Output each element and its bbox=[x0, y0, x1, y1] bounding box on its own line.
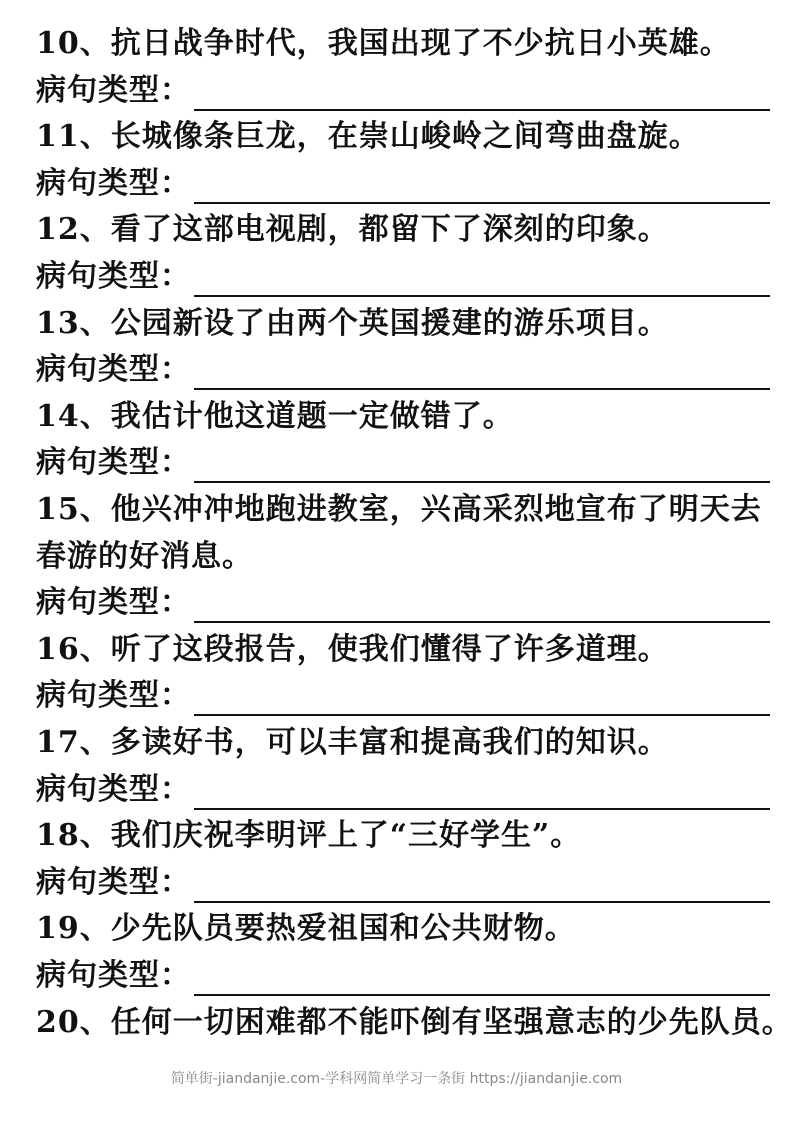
question-sentence: 18、我们庆祝李明评上了“三好学生”。 bbox=[36, 818, 582, 854]
answer-blank-line[interactable] bbox=[194, 481, 770, 483]
answer-label: 病句类型： bbox=[36, 585, 191, 621]
answer-blank-line[interactable] bbox=[194, 109, 770, 111]
question-sentence: 20、任何一切困难都不能吓倒有坚强意志的少先队员。 bbox=[36, 1004, 793, 1040]
question-sentence: 15、他兴冲冲地跑进教室，兴高采烈地宣布了明天去 bbox=[36, 492, 762, 527]
answer-row bbox=[36, 583, 776, 623]
answer-label: 病句类型： bbox=[36, 72, 191, 108]
answer-blank-line[interactable] bbox=[194, 202, 770, 204]
question-sentence: 14、我估计他这道题一定做错了。 bbox=[36, 398, 514, 434]
answer-blank-line[interactable] bbox=[194, 621, 770, 623]
answer-label: 病句类型： bbox=[36, 165, 191, 201]
answer-row bbox=[36, 956, 776, 996]
question-sentence: 17、多读好书，可以丰富和提高我们的知识。 bbox=[36, 725, 669, 760]
answer-label: 病句类型： bbox=[36, 771, 191, 807]
answer-row bbox=[36, 164, 776, 204]
answer-label: 病句类型： bbox=[36, 445, 191, 481]
question-sentence-continued: 春游的好消息。 bbox=[36, 538, 253, 574]
answer-blank-line[interactable] bbox=[194, 295, 770, 297]
answer-label: 病句类型： bbox=[36, 352, 191, 388]
footer-watermark: 简单街-jiandanjie.com-学科网简单学习一条街 https://jiandanjie.com bbox=[170, 1071, 623, 1087]
answer-label: 病句类型： bbox=[36, 958, 191, 993]
answer-row bbox=[36, 350, 776, 390]
answer-row bbox=[36, 257, 776, 297]
answer-label: 病句类型： bbox=[36, 259, 191, 294]
question-sentence: 16、听了这段报告，使我们懂得了许多道理。 bbox=[36, 631, 669, 667]
answer-label: 病句类型： bbox=[36, 864, 191, 900]
question-sentence: 11、长城像条巨龙，在崇山峻岭之间弯曲盘旋。 bbox=[36, 119, 700, 155]
answer-label: 病句类型： bbox=[36, 678, 191, 714]
answer-blank-line[interactable] bbox=[194, 994, 770, 996]
answer-blank-line[interactable] bbox=[194, 714, 770, 716]
answer-blank-line[interactable] bbox=[194, 808, 770, 810]
answer-row bbox=[36, 863, 776, 903]
answer-row bbox=[36, 770, 776, 810]
question-sentence: 13、公园新设了由两个英国援建的游乐项目。 bbox=[36, 305, 669, 341]
answer-blank-line[interactable] bbox=[194, 901, 770, 903]
question-sentence: 12、看了这部电视剧，都留下了深刻的印象。 bbox=[36, 212, 669, 248]
question-sentence: 19、少先队员要热爱祖国和公共财物。 bbox=[36, 911, 576, 947]
answer-row bbox=[36, 443, 776, 483]
question-sentence: 10、抗日战争时代，我国出现了不少抗日小英雄。 bbox=[36, 26, 731, 61]
answer-blank-line[interactable] bbox=[194, 388, 770, 390]
answer-row bbox=[36, 71, 776, 111]
answer-row bbox=[36, 676, 776, 716]
